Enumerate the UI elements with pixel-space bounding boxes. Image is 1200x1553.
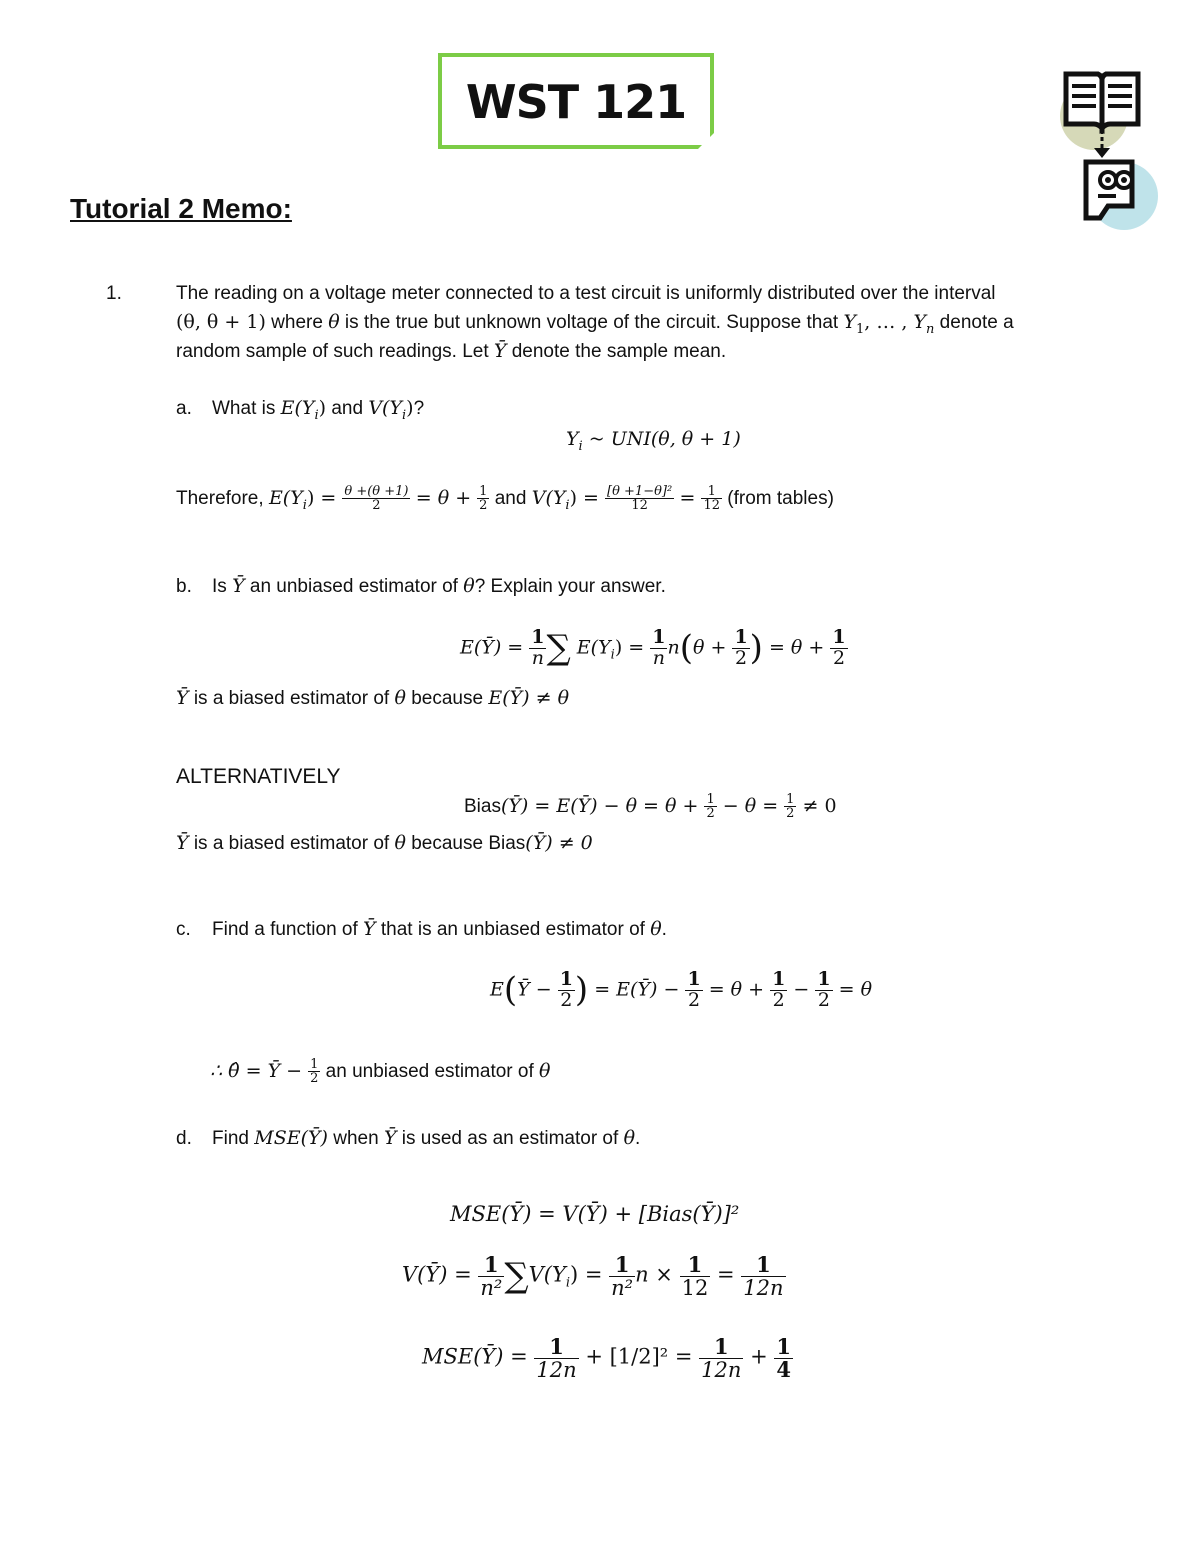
fraction: $\frac{1}{\text{n²}}$ <box>480 1252 503 1301</box>
part-b-question: Is Ȳ an unbiased estimator of θ? Explain your answer. <box>212 575 666 597</box>
part-c-conclusion: ∴ θ̂ = Ȳ − $\frac{1}{2}$ an unbiased estimator of θ <box>210 1056 551 1087</box>
fraction: $\frac{1}{12}$ <box>703 483 720 514</box>
fraction: $\frac{\text{[θ +1−θ]²}}{12}$ <box>607 483 673 514</box>
question-text-line-3: random sample of such readings. Let Ȳ denote the sample mean. <box>176 340 727 362</box>
part-c-label: c. <box>176 919 191 940</box>
fraction: $\frac{1}{2}$ <box>687 968 701 1011</box>
part-b-label: b. <box>176 576 192 597</box>
fraction: $\frac{1}{2}$ <box>559 968 573 1011</box>
part-b-conclusion: Ȳ is a biased estimator of θ because E(Ȳ) ≠ θ <box>176 687 570 709</box>
fraction: $\frac{1}{2}$ <box>706 791 715 822</box>
part-b-conclusion-alt: Ȳ is a biased estimator of θ because Bias(Ȳ) ≠ 0 <box>176 832 593 854</box>
fraction: $\frac{1}{n}$ <box>531 626 545 669</box>
fraction: $\frac{1}{12n}$ <box>701 1334 742 1383</box>
part-b-bias-equation: Bias(Ȳ) = E(Ȳ) − θ = θ + $\frac{1}{2}$ − θ = $\frac{1}{2}$ ≠ 0 <box>464 791 837 822</box>
fraction: $\frac{1}{12n}$ <box>536 1334 577 1383</box>
part-a-label: a. <box>176 398 192 419</box>
question-text-line-2: (θ, θ + 1) where θ is the true but unknown voltage of the circuit. Suppose that $Y_1$, … , $Y_n$ denote a <box>176 311 1014 337</box>
part-a-distribution: $Y_i$ ~ UNI(θ, θ + 1) <box>566 428 741 454</box>
fraction: $\frac{1}{2}$ <box>817 968 831 1011</box>
question-text-line-1: The reading on a voltage meter connected to a test circuit is uniformly distributed over the interval <box>176 283 996 304</box>
fraction: $\frac{1}{n}$ <box>652 626 666 669</box>
fraction: $\frac{1}{2}$ <box>310 1056 319 1087</box>
part-a-answer: Therefore, $E(Y_i)$ = $\frac{\theta +(\theta +1)}{2}$ = θ + $\frac{1}{2}$ and $V(Y_i)$ = $\frac{\text{[θ +1−θ]²}}{12}$ = $\frac{1}{12}$ (from tables) <box>176 483 834 514</box>
fraction: $\frac{1}{2}$ <box>772 968 786 1011</box>
fraction: $\frac{1}{4}$ <box>776 1334 791 1383</box>
course-code: WST 121 <box>465 75 687 129</box>
book-robot-icon <box>1058 66 1162 232</box>
course-badge <box>438 53 714 149</box>
part-b-expectation-equation: E(Ȳ) = $\frac{1}{n}$ ∑ $E(Y_i)$ = $\frac{1}{n}$ n(θ + $\frac{1}{2}$ ) = θ + $\frac{1}{2}$ <box>460 626 846 669</box>
part-d-mse-definition: MSE(Ȳ) = V(Ȳ) + [Bias(Ȳ)]² <box>450 1202 740 1226</box>
fraction: $\frac{1}{2}$ <box>832 626 846 669</box>
fraction: $\frac{1}{12n}$ <box>743 1252 784 1301</box>
page-title: Tutorial 2 Memo: <box>70 193 292 224</box>
part-d-variance-equation: V(Ȳ) = $\frac{1}{\text{n²}}$ $\sum V(Y_i)$ = $\frac{1}{\text{n²}}$ n × $\frac{1}{12}$ = $\frac{1}{12n}$ <box>402 1252 784 1301</box>
fraction: $\frac{1}{2}$ <box>786 791 795 822</box>
part-d-label: d. <box>176 1128 192 1149</box>
fraction: $\frac{1}{12}$ <box>681 1252 709 1301</box>
alternatively-heading: ALTERNATIVELY <box>176 765 341 788</box>
fraction: $\frac{1}{2}$ <box>734 626 748 669</box>
part-a-question: What is $E(Y_i)$ and $V(Y_i)$? <box>212 397 425 423</box>
question-number: 1. <box>106 283 122 304</box>
badge-fold-corner <box>698 133 714 149</box>
part-d-mse-equation: MSE(Ȳ) = $\frac{1}{12n}$ + [1/2]² = $\frac{1}{12n}$ + $\frac{1}{4}$ <box>422 1334 791 1383</box>
fraction: $\frac{1}{\text{n²}}$ <box>611 1252 634 1301</box>
part-c-question: Find a function of Ȳ that is an unbiased estimator of θ. <box>212 918 667 940</box>
part-d-question: Find MSE(Ȳ) when Ȳ is used as an estimator of θ. <box>212 1127 641 1149</box>
fraction: $\frac{\theta +(\theta +1)}{2}$ <box>344 483 409 514</box>
fraction: $\frac{1}{2}$ <box>479 483 488 514</box>
part-c-equation: E(Ȳ − $\frac{1}{2}$ ) = E(Ȳ) − $\frac{1}{2}$ = θ + $\frac{1}{2}$ − $\frac{1}{2}$ = θ <box>490 968 873 1011</box>
